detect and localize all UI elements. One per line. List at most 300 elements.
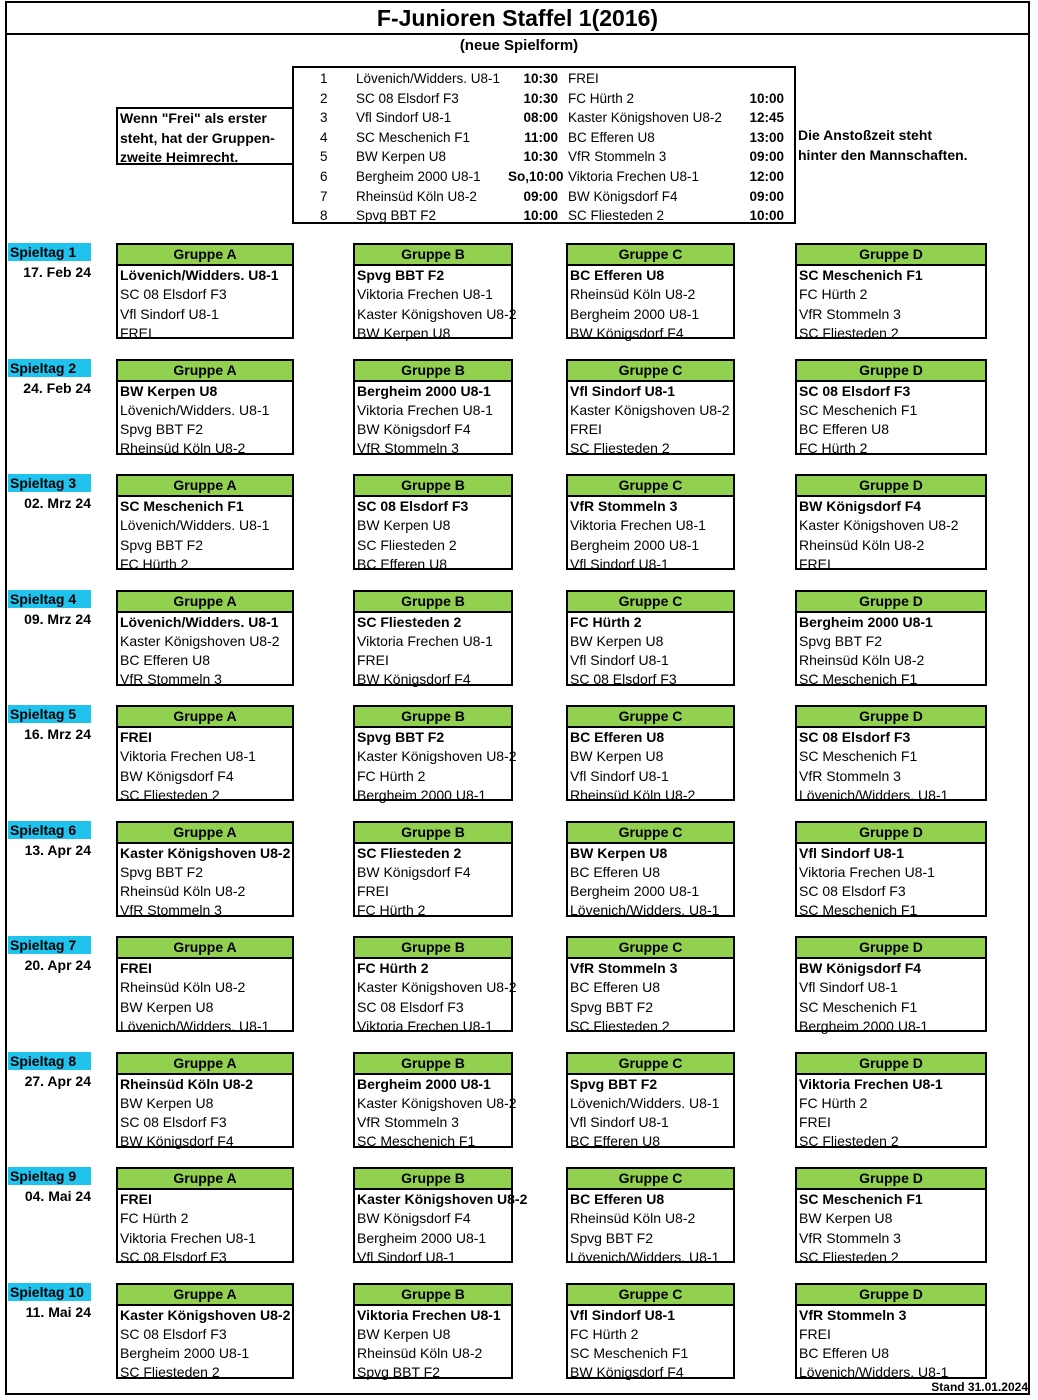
group-team: FREI — [799, 1325, 831, 1342]
note-line: Die Anstoßzeit steht — [798, 127, 933, 143]
group-header: Gruppe A — [118, 1169, 292, 1190]
matchday-date: 11. Mai 24 — [25, 1303, 91, 1320]
group-header: Gruppe A — [118, 1285, 292, 1306]
group-team: Spvg BBT F2 — [120, 863, 204, 880]
group-host-team: Rheinsüd Köln U8-2 — [120, 1075, 254, 1092]
pairing-guest-time: 12:00 — [749, 169, 784, 184]
group-team: Viktoria Frechen U8-1 — [357, 401, 493, 418]
group-team: SC Meschenich F1 — [799, 998, 918, 1015]
group-team: SC Fliesteden 2 — [799, 1248, 899, 1265]
group-team: Bergheim 2000 U8-1 — [120, 1345, 250, 1362]
matchday-date: 13. Apr 24 — [24, 841, 91, 858]
group-header: Gruppe A — [118, 592, 292, 613]
group-team: VfR Stommeln 3 — [120, 902, 222, 919]
pairing-home-team: SC 08 Elsdorf F3 — [356, 90, 459, 106]
pairing-home-team: Bergheim 2000 U8-1 — [356, 169, 481, 184]
group-host-team: BC Efferen U8 — [570, 729, 665, 745]
group-host-team: VfR Stommeln 3 — [570, 498, 678, 514]
group-team: SC Fliesteden 2 — [570, 440, 670, 457]
group-team: BC Efferen U8 — [120, 652, 211, 669]
group-box — [116, 936, 294, 1032]
group-team: FREI — [357, 883, 389, 900]
group-team: Rheinsüd Köln U8-2 — [120, 883, 246, 900]
group-host-team: BW Kerpen U8 — [120, 382, 218, 399]
group-host-team: FREI — [120, 729, 152, 745]
group-team: Spvg BBT F2 — [357, 1364, 441, 1381]
group-header: Gruppe B — [355, 1169, 511, 1190]
group-header: Gruppe C — [568, 823, 733, 844]
group-team: Vfl Sindorf U8-1 — [357, 1248, 456, 1265]
group-header: Gruppe A — [118, 1054, 292, 1075]
group-header: Gruppe D — [797, 1285, 985, 1306]
pairing-number: 7 — [320, 188, 328, 204]
pairing-row — [294, 206, 794, 226]
group-host-team: FC Hürth 2 — [570, 613, 642, 630]
group-team: VfR Stommeln 3 — [357, 1114, 459, 1131]
group-header: Gruppe D — [797, 245, 985, 266]
group-team: SC 08 Elsdorf F3 — [120, 1325, 227, 1342]
pairing-row — [294, 187, 794, 207]
matchday-date: 27. Apr 24 — [24, 1072, 91, 1089]
group-team: BC Efferen U8 — [799, 421, 890, 438]
group-team: BW Kerpen U8 — [799, 1210, 893, 1227]
group-team: BW Kerpen U8 — [357, 517, 451, 534]
group-team: SC Meschenich F1 — [799, 748, 918, 765]
group-host-team: SC 08 Elsdorf F3 — [799, 729, 911, 745]
group-team: Vfl Sindorf U8-1 — [570, 555, 669, 572]
pairing-guest-team: BC Efferen U8 — [568, 129, 655, 145]
group-team: FC Hürth 2 — [570, 1325, 639, 1342]
matchday-date: 24. Feb 24 — [23, 379, 91, 396]
group-box — [353, 1283, 513, 1379]
group-team: SC Fliesteden 2 — [799, 324, 899, 341]
pairing-guest-team: SC Fliesteden 2 — [568, 208, 665, 224]
group-team: FREI — [799, 1114, 831, 1131]
group-team: VfR Stommeln 3 — [357, 440, 459, 457]
group-team: BW Königsdorf F4 — [357, 671, 471, 688]
page-title: F-Junioren Staffel 1(2016) — [5, 1, 1030, 35]
pairing-home-time: 10:30 — [523, 71, 558, 86]
note-line: zweite Heimrecht. — [120, 149, 239, 165]
group-host-team: SC 08 Elsdorf F3 — [357, 498, 469, 514]
pairing-home-time: 11:00 — [524, 129, 558, 145]
group-box — [353, 821, 513, 917]
pairing-home-time: 08:00 — [523, 110, 558, 126]
group-header: Gruppe B — [355, 245, 511, 266]
group-team: BC Efferen U8 — [799, 1345, 890, 1362]
group-team: Lövenich/Widders. U8-1 — [570, 1248, 720, 1265]
group-team: SC Meschenich F1 — [357, 1133, 476, 1150]
group-box — [116, 1052, 294, 1148]
group-team: Rheinsüd Köln U8-2 — [120, 979, 246, 996]
pairing-number: 4 — [320, 129, 328, 145]
group-team: SC Fliesteden 2 — [570, 1017, 670, 1034]
pairing-guest-team: Viktoria Frechen U8-1 — [568, 169, 700, 184]
group-box — [795, 1283, 987, 1379]
group-team: Bergheim 2000 U8-1 — [799, 1017, 929, 1034]
group-team: Lövenich/Widders. U8-1 — [570, 1094, 720, 1111]
group-team: FREI — [799, 555, 831, 572]
note-line: Wenn "Frei" als erster — [120, 110, 267, 126]
group-box — [566, 936, 735, 1032]
group-team: Spvg BBT F2 — [120, 536, 204, 553]
group-team: Bergheim 2000 U8-1 — [570, 883, 700, 900]
group-team: Vfl Sindorf U8-1 — [570, 767, 669, 784]
group-header: Gruppe B — [355, 592, 511, 613]
group-team: SC Fliesteden 2 — [799, 1133, 899, 1150]
group-host-team: SC Fliesteden 2 — [357, 613, 462, 630]
group-team: Rheinsüd Köln U8-2 — [570, 286, 696, 303]
group-team: BW Kerpen U8 — [120, 998, 214, 1015]
group-box — [795, 705, 987, 801]
group-box — [353, 1052, 517, 1150]
group-host-team: SC Meschenich F1 — [799, 1191, 923, 1207]
group-box — [116, 705, 294, 801]
kickoff-note — [798, 126, 1018, 165]
group-box — [566, 821, 735, 917]
group-team: FC Hürth 2 — [799, 1094, 868, 1111]
group-host-team: BC Efferen U8 — [570, 267, 665, 283]
group-host-team: SC 08 Elsdorf F3 — [799, 382, 911, 399]
group-team: Rheinsüd Köln U8-2 — [799, 536, 925, 553]
group-box — [116, 243, 294, 339]
group-box — [566, 243, 735, 339]
group-team: SC Fliesteden 2 — [357, 536, 457, 553]
group-host-team: Kaster Königshoven U8-2 — [120, 844, 291, 861]
group-team: FC Hürth 2 — [799, 286, 868, 303]
group-team: Rheinsüd Köln U8-2 — [120, 440, 246, 457]
group-header: Gruppe D — [797, 938, 985, 959]
group-team: BC Efferen U8 — [357, 555, 448, 572]
note-line: steht, hat der Gruppen- — [120, 129, 275, 146]
group-header: Gruppe B — [355, 938, 511, 959]
group-header: Gruppe C — [568, 1285, 733, 1306]
group-host-team: Kaster Königshoven U8-2 — [357, 1191, 528, 1207]
group-team: Lövenich/Widders. U8-1 — [120, 1017, 270, 1034]
group-host-team: BW Königsdorf F4 — [799, 960, 922, 976]
group-team: Lövenich/Widders. U8-1 — [120, 401, 270, 418]
group-header: Gruppe C — [568, 476, 733, 497]
matchday-date: 09. Mrz 24 — [24, 610, 91, 627]
group-team: SC 08 Elsdorf F3 — [120, 1114, 227, 1131]
group-header: Gruppe A — [118, 938, 292, 959]
group-team: Lövenich/Widders. U8-1 — [120, 517, 270, 534]
group-team: Kaster Königshoven U8-2 — [799, 517, 959, 534]
group-header: Gruppe D — [797, 823, 985, 844]
pairing-home-team: Spvg BBT F2 — [356, 208, 437, 224]
group-team: SC 08 Elsdorf F3 — [570, 671, 677, 688]
group-team: FC Hürth 2 — [120, 1210, 189, 1227]
matchday-label: Spieltag 2 — [8, 359, 91, 377]
group-box — [116, 474, 294, 570]
group-host-team: SC Meschenich F1 — [120, 498, 244, 514]
matchday-date: 04. Mai 24 — [24, 1188, 91, 1204]
group-header: Gruppe C — [568, 361, 733, 382]
matchday-label: Spieltag 9 — [8, 1167, 91, 1185]
group-team: Rheinsüd Köln U8-2 — [357, 1345, 483, 1362]
group-team: BW Kerpen U8 — [120, 1094, 214, 1111]
matchday-label: Spieltag 1 — [8, 243, 91, 261]
group-host-team: Vfl Sindorf U8-1 — [570, 382, 676, 399]
group-team: Viktoria Frechen U8-1 — [120, 748, 256, 765]
group-team: Vfl Sindorf U8-1 — [120, 305, 219, 322]
pairing-guest-team: Kaster Königshoven U8-2 — [568, 110, 722, 126]
matchday-label: Spieltag 8 — [8, 1052, 91, 1070]
group-team: Viktoria Frechen U8-1 — [570, 517, 706, 534]
matchday-date: 16. Mrz 24 — [24, 726, 91, 742]
group-team: VfR Stommeln 3 — [799, 767, 901, 784]
group-team: Spvg BBT F2 — [570, 998, 654, 1015]
group-header: Gruppe B — [355, 476, 511, 497]
group-box — [353, 705, 517, 803]
group-host-team: Spvg BBT F2 — [357, 267, 445, 283]
group-team: SC 08 Elsdorf F3 — [120, 1248, 227, 1265]
pairing-number: 5 — [320, 149, 328, 165]
group-header: Gruppe B — [355, 1054, 511, 1075]
group-box — [116, 359, 294, 455]
group-team: FREI — [120, 324, 152, 341]
matchday-label: Spieltag 6 — [8, 821, 91, 839]
pairing-home-team: Lövenich/Widders. U8-1 — [356, 71, 501, 86]
group-team: Spvg BBT F2 — [570, 1229, 654, 1246]
group-header: Gruppe B — [355, 1285, 511, 1306]
group-team: Viktoria Frechen U8-1 — [357, 1017, 493, 1034]
group-box — [353, 474, 513, 570]
group-team: Lövenich/Widders. U8-1 — [799, 786, 949, 803]
pairing-guest-team: FREI — [568, 71, 599, 86]
pairing-guest-team: VfR Stommeln 3 — [568, 149, 667, 165]
group-team: Kaster Königshoven U8-2 — [357, 305, 517, 322]
group-header: Gruppe D — [797, 476, 985, 497]
group-team: BW Kerpen U8 — [570, 632, 664, 649]
group-header: Gruppe D — [797, 707, 985, 728]
group-box — [795, 243, 987, 339]
matchday-label: Spieltag 3 — [8, 474, 91, 492]
group-team: Lövenich/Widders. U8-1 — [570, 902, 720, 919]
group-host-team: BW Königsdorf F4 — [799, 498, 922, 514]
group-host-team: SC Fliesteden 2 — [357, 844, 462, 861]
group-box — [566, 705, 735, 801]
group-header: Gruppe C — [568, 1169, 733, 1190]
group-box — [566, 1052, 735, 1148]
matchday-date: 17. Feb 24 — [23, 264, 91, 280]
group-box — [795, 474, 987, 570]
pairing-home-time: So,10:00 — [508, 169, 564, 184]
group-team: Bergheim 2000 U8-1 — [357, 786, 487, 803]
group-team: FREI — [357, 652, 389, 669]
group-team: FC Hürth 2 — [357, 767, 426, 784]
matchday-date: 20. Apr 24 — [24, 957, 91, 973]
group-host-team: Vfl Sindorf U8-1 — [799, 844, 905, 861]
group-host-team: VfR Stommeln 3 — [799, 1306, 907, 1323]
pairing-row — [294, 167, 794, 187]
pairing-number: 1 — [320, 71, 328, 86]
group-team: FC Hürth 2 — [120, 555, 189, 572]
group-box — [353, 359, 513, 455]
group-host-team: BW Kerpen U8 — [570, 844, 668, 861]
group-team: Viktoria Frechen U8-1 — [120, 1229, 256, 1246]
group-team: Bergheim 2000 U8-1 — [570, 305, 700, 322]
group-team: BW Königsdorf F4 — [570, 324, 684, 341]
group-team: SC Fliesteden 2 — [120, 786, 220, 803]
pairing-home-time: 10:30 — [523, 149, 558, 165]
matchday-label: Spieltag 7 — [8, 936, 91, 954]
group-team: Kaster Königshoven U8-2 — [357, 748, 517, 765]
group-header: Gruppe A — [118, 245, 292, 266]
pairing-row — [294, 108, 794, 128]
group-box — [116, 1283, 294, 1379]
group-team: BW Königsdorf F4 — [120, 767, 234, 784]
pairing-guest-time: 10:00 — [749, 208, 784, 224]
group-team: SC Meschenich F1 — [570, 1345, 689, 1362]
pairing-number: 3 — [320, 110, 328, 126]
pairing-home-team: BW Kerpen U8 — [356, 149, 447, 165]
group-team: VfR Stommeln 3 — [799, 305, 901, 322]
pairing-home-time: 09:00 — [523, 188, 558, 204]
group-header: Gruppe A — [118, 823, 292, 844]
pairing-row — [294, 128, 794, 148]
group-team: Lövenich/Widders. U8-1 — [799, 1364, 949, 1381]
group-team: Rheinsüd Köln U8-2 — [570, 1210, 696, 1227]
group-team: Kaster Königshoven U8-2 — [357, 979, 517, 996]
pairing-guest-time: 10:00 — [749, 90, 784, 106]
group-team: FREI — [570, 421, 602, 438]
group-team: BW Königsdorf F4 — [357, 863, 471, 880]
pairing-home-time: 10:00 — [523, 208, 558, 224]
group-box — [116, 821, 294, 917]
group-team: Vfl Sindorf U8-1 — [570, 1114, 669, 1131]
group-header: Gruppe A — [118, 707, 292, 728]
group-team: BW Kerpen U8 — [357, 1325, 451, 1342]
pairing-guest-team: FC Hürth 2 — [568, 90, 635, 106]
group-team: SC Meschenich F1 — [799, 902, 918, 919]
group-box — [353, 936, 517, 1034]
pairing-guest-time: 09:00 — [749, 149, 784, 165]
group-team: BW Königsdorf F4 — [357, 1210, 471, 1227]
pairing-home-team: SC Meschenich F1 — [356, 129, 471, 145]
group-host-team: Bergheim 2000 U8-1 — [357, 1075, 491, 1092]
group-team: Bergheim 2000 U8-1 — [357, 1229, 487, 1246]
group-host-team: FC Hürth 2 — [357, 960, 429, 976]
group-header: Gruppe B — [355, 707, 511, 728]
group-box — [795, 1167, 987, 1263]
group-team: BC Efferen U8 — [570, 1133, 661, 1150]
group-header: Gruppe D — [797, 592, 985, 613]
pairing-guest-team: BW Königsdorf F4 — [568, 188, 678, 204]
note-line: hinter den Mannschaften. — [798, 146, 968, 163]
group-box — [795, 1052, 987, 1148]
group-host-team: Viktoria Frechen U8-1 — [799, 1075, 943, 1092]
group-host-team: SC Meschenich F1 — [799, 267, 923, 283]
group-team: BW Königsdorf F4 — [570, 1364, 684, 1381]
page-subtitle: (neue Spielform) — [459, 37, 579, 54]
group-box — [795, 590, 987, 686]
pairing-guest-time: 12:45 — [749, 110, 784, 126]
pairing-home-team: Rheinsüd Köln U8-2 — [356, 188, 477, 204]
group-team: Kaster Königshoven U8-2 — [357, 1094, 517, 1111]
pairing-table — [292, 66, 796, 224]
stand-date: Stand 31.01.2024 — [931, 1380, 1028, 1394]
group-host-team: Spvg BBT F2 — [357, 729, 445, 745]
group-header: Gruppe C — [568, 1054, 733, 1075]
group-team: VfR Stommeln 3 — [120, 671, 222, 688]
group-box — [566, 1283, 735, 1379]
group-team: SC 08 Elsdorf F3 — [357, 998, 464, 1015]
group-team: SC Meschenich F1 — [799, 671, 918, 688]
matchday-label: Spieltag 4 — [8, 590, 91, 608]
group-host-team: Vfl Sindorf U8-1 — [570, 1306, 676, 1323]
pairing-number: 6 — [320, 169, 328, 184]
group-host-team: FREI — [120, 1191, 152, 1207]
group-team: FC Hürth 2 — [799, 440, 868, 457]
group-header: Gruppe C — [568, 938, 733, 959]
pairing-home-time: 10:30 — [523, 90, 558, 106]
group-team: Bergheim 2000 U8-1 — [570, 536, 700, 553]
group-host-team: Bergheim 2000 U8-1 — [357, 382, 491, 399]
group-team: SC 08 Elsdorf F3 — [120, 286, 227, 303]
group-header: Gruppe D — [797, 361, 985, 382]
group-box — [353, 243, 517, 341]
pairing-row — [294, 69, 794, 89]
group-team: Viktoria Frechen U8-1 — [357, 632, 493, 649]
group-box — [116, 590, 294, 686]
group-team: SC Fliesteden 2 — [120, 1364, 220, 1381]
matchday-label: Spieltag 10 — [8, 1283, 91, 1301]
matchday-label: Spieltag 5 — [8, 705, 91, 723]
pairing-home-team: Vfl Sindorf U8-1 — [356, 110, 452, 126]
group-box — [353, 1167, 528, 1265]
group-team: SC Meschenich F1 — [799, 401, 918, 418]
group-box — [566, 359, 735, 455]
group-team: Kaster Königshoven U8-2 — [570, 401, 730, 418]
group-team: Vfl Sindorf U8-1 — [799, 979, 898, 996]
pairing-guest-time: 13:00 — [749, 129, 784, 145]
group-team: BC Efferen U8 — [570, 979, 661, 996]
group-header: Gruppe D — [797, 1169, 985, 1190]
group-team: Kaster Königshoven U8-2 — [120, 632, 280, 649]
group-header: Gruppe D — [797, 1054, 985, 1075]
group-box — [566, 474, 735, 570]
group-host-team: Spvg BBT F2 — [570, 1075, 658, 1092]
group-header: Gruppe C — [568, 245, 733, 266]
group-header: Gruppe B — [355, 823, 511, 844]
group-header: Gruppe A — [118, 476, 292, 497]
group-box — [795, 936, 987, 1032]
group-team: BW Kerpen U8 — [570, 748, 664, 765]
group-header: Gruppe A — [118, 361, 292, 382]
group-host-team: Lövenich/Widders. U8-1 — [120, 267, 279, 283]
pairing-row — [294, 147, 794, 167]
group-team: Viktoria Frechen U8-1 — [799, 863, 935, 880]
pairing-number: 2 — [320, 90, 328, 106]
group-box — [566, 590, 735, 686]
group-box — [795, 359, 987, 455]
group-team: BW Kerpen U8 — [357, 324, 451, 341]
pairing-row — [294, 89, 794, 109]
group-host-team: Kaster Königshoven U8-2 — [120, 1306, 291, 1323]
group-header: Gruppe C — [568, 592, 733, 613]
group-team: Spvg BBT F2 — [799, 632, 883, 649]
group-team: Rheinsüd Köln U8-2 — [570, 786, 696, 803]
group-team: SC 08 Elsdorf F3 — [799, 883, 906, 900]
group-host-team: FREI — [120, 960, 152, 976]
group-team: Viktoria Frechen U8-1 — [357, 286, 493, 303]
group-team: Vfl Sindorf U8-1 — [570, 652, 669, 669]
group-box — [353, 590, 513, 686]
group-host-team: Bergheim 2000 U8-1 — [799, 613, 933, 630]
matchday-date: 02. Mrz 24 — [24, 495, 91, 511]
group-host-team: BC Efferen U8 — [570, 1191, 665, 1207]
